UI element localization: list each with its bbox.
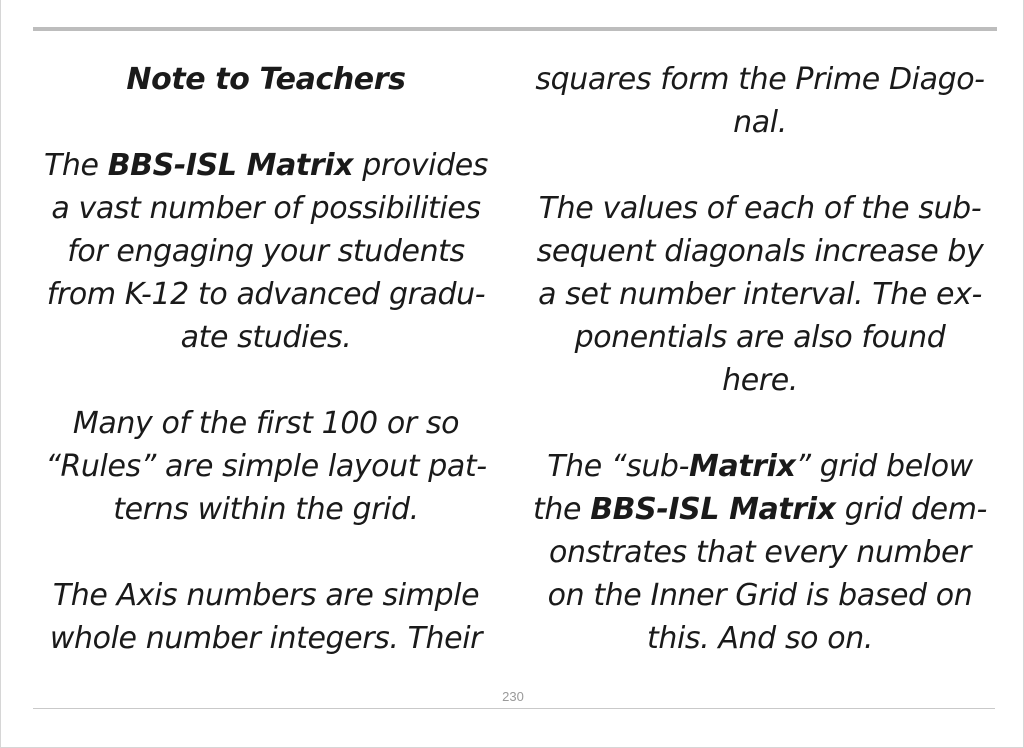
bold-term: BBS-ISL Matrix	[107, 148, 354, 183]
text-line: Many of the first 100 or so	[72, 406, 460, 441]
page-heading: Note to Teachers	[126, 62, 406, 97]
paragraph-matrix-intro	[23, 144, 509, 359]
text-line: onstrates that every number	[549, 535, 971, 570]
page-number: 230	[502, 689, 524, 704]
bottom-divider	[33, 708, 995, 709]
text-line: a set number interval. The ex-	[538, 277, 982, 312]
text-line: this. And so on.	[647, 621, 873, 656]
text-line: squares form the Prime Diago-	[535, 62, 985, 97]
paragraph-axis-numbers	[23, 574, 509, 660]
text-line: The values of each of the sub-	[538, 191, 982, 226]
text-line: sequent diagonals increase by	[536, 234, 984, 269]
right-column	[517, 58, 1003, 660]
paragraph-diagonals	[517, 187, 1003, 402]
text-line: terns within the grid.	[113, 492, 419, 527]
text-line: from K-12 to advanced gradu-	[46, 277, 486, 312]
paragraph-prime-diagonal	[517, 58, 1003, 144]
text-line: a vast number of possibilities	[51, 191, 481, 226]
left-column	[23, 58, 509, 660]
bold-term: Matrix	[689, 449, 796, 484]
top-divider	[33, 27, 997, 31]
text-line: the BBS-ISL Matrix grid dem-	[533, 492, 987, 527]
text-line: The “sub-Matrix” grid below	[547, 449, 973, 484]
text-line: ate studies.	[180, 320, 352, 355]
text-line: The Axis numbers are simple	[52, 578, 480, 613]
paragraph-sub-matrix	[517, 445, 1003, 660]
text-line: ponentials are also found	[574, 320, 946, 355]
bold-term: BBS-ISL Matrix	[590, 492, 836, 527]
text-line: here.	[722, 363, 798, 398]
text-line: nal.	[733, 105, 787, 140]
text-line: whole number integers. Their	[49, 621, 483, 656]
text-line: The BBS-ISL Matrix provides	[43, 148, 488, 183]
text-line: for engaging your students	[67, 234, 465, 269]
text-line: “Rules” are simple layout pat-	[45, 449, 487, 484]
paragraph-rules	[23, 402, 509, 531]
text-line: on the Inner Grid is based on	[547, 578, 973, 613]
